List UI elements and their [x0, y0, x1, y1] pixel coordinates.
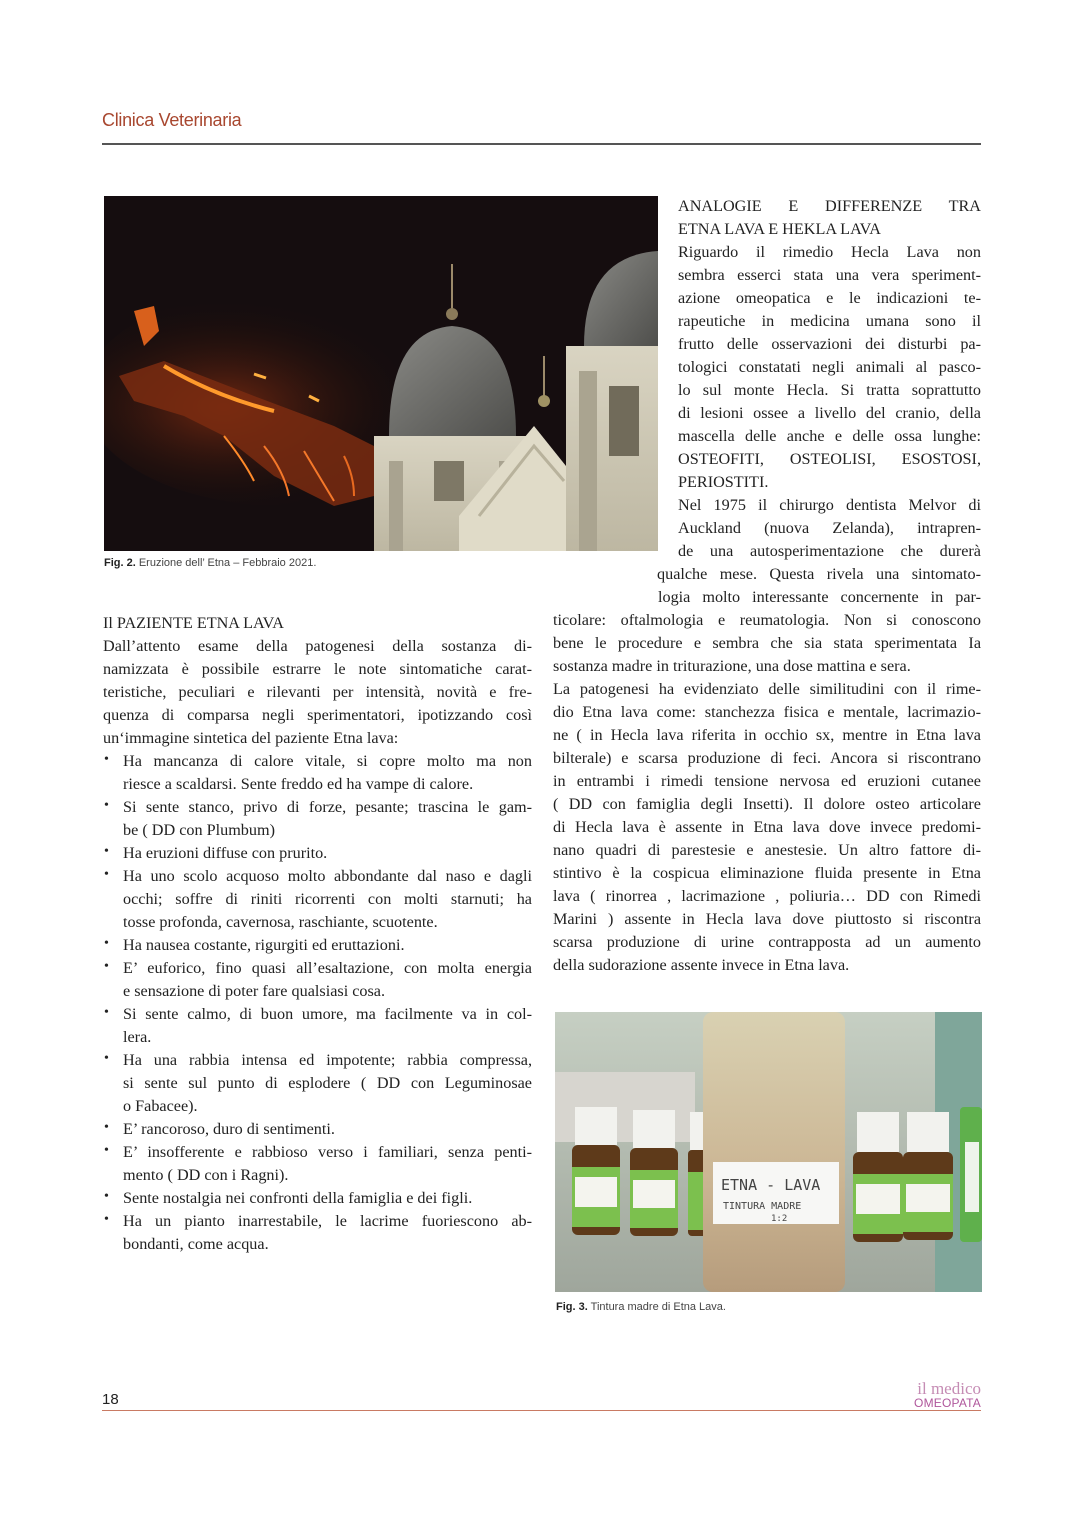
text-line: ( DD con famiglia degli Insetti). Il dolore osteo articolare — [553, 795, 981, 813]
text-line: logia molto interessante concernente in par- — [658, 588, 981, 606]
text-line: Ha eruzioni diffuse con prurito. — [123, 844, 328, 862]
text-line: frutto delle osservazioni dei disturbi pa- — [678, 335, 981, 353]
bullet-icon: • — [104, 1120, 109, 1135]
bullet-icon: • — [104, 959, 109, 974]
text-line: in entrambi i rimedi tensione nervosa ed eruzioni cutanee — [553, 772, 981, 790]
text-line: OSTEOFITI, OSTEOLISI, ESOSTOSI, — [678, 450, 981, 468]
text-line: ticolare: oftalmologia e reumatologia. Non si conoscono — [553, 611, 981, 629]
text-line: un‘immagine sintetica del paziente Etna lava: — [103, 729, 399, 747]
section-title: Clinica Veterinaria — [102, 110, 242, 130]
text-line: mento ( DD con i Ragni). — [123, 1166, 289, 1184]
text-line: lo sul monte Hecla. Si tratta soprattutto — [678, 381, 981, 399]
text-line: scarsa produzione di urine contrapposta ad un aumento — [553, 933, 981, 951]
etna-eruption-image — [104, 196, 658, 551]
bottle-label-etna-lava: ETNA - LAVA — [721, 1176, 821, 1194]
text-line: mascella delle anche e delle ossa lunghe: — [678, 427, 981, 445]
text-line: tosse profonda, cavernosa, raschiante, scuotente. — [123, 913, 438, 931]
bullet-icon: • — [104, 798, 109, 813]
text-line: sostanza madre in triturazione, una dose mattina e sera. — [553, 657, 911, 675]
text-line: lava ( rinorrea , lacrimazione , poliuria… DD con Rimedi — [553, 887, 981, 905]
text-line: teristiche, peculiari e rilevanti per intensità, novità e fre- — [103, 683, 532, 701]
text-line: Ha nausea costante, rigurgiti ed eruttazioni. — [123, 936, 405, 954]
text-line: ne ( in Hecla lava riferita in occhio sx, mentre in Etna lava — [553, 726, 981, 744]
text-line: di Hecla lava è assente in Etna lava dove invece predomi- — [553, 818, 981, 836]
text-line: Sente nostalgia nei confronti della famiglia e dei figli. — [123, 1189, 473, 1207]
text-line: qualche mese. Questa rivela una sintomato- — [657, 565, 981, 583]
text-line: Si sente calmo, di buon umore, ma facilmente va in col- — [123, 1005, 532, 1023]
text-line: nano quadri di parestesie e anestesie. Un altro fattore di- — [553, 841, 981, 859]
text-line: Ha una rabbia intensa ed impotente; rabbia compressa, — [123, 1051, 532, 1069]
tintura-madre-image — [555, 1012, 982, 1292]
bullet-icon: • — [104, 752, 109, 767]
text-line: o Fabacee). — [123, 1097, 198, 1115]
text-line: stintivo è la cospicua eliminazione fluida presente in Etna — [553, 864, 981, 882]
text-line: E’ euforico, fino quasi all’esaltazione, con molta energia — [123, 959, 532, 977]
text-line: occhi; soffre di riniti ricorrenti con molti starnuti; ha — [123, 890, 532, 908]
text-line: Auckland (nuova Zelanda), intrapren- — [678, 519, 981, 537]
bullet-icon: • — [104, 1143, 109, 1158]
text-line: namizzata è possibile estrarre le note sintomatiche carat- — [103, 660, 532, 678]
page-number: 18 — [102, 1391, 119, 1408]
text-line: bene le procedure e sembra che sia stata sperimentata Ia — [553, 634, 981, 652]
footer-rule — [102, 1410, 981, 1411]
text-line: PERIOSTITI. — [678, 473, 769, 491]
section-heading-paziente: Il PAZIENTE ETNA LAVA — [103, 614, 284, 632]
bullet-icon: • — [104, 1005, 109, 1020]
figure-2-caption — [104, 557, 316, 569]
text-line: bondanti, come acqua. — [123, 1235, 269, 1253]
text-line: bilterale) e scarsa produzione di feci. Ancora si riscontrano — [553, 749, 981, 767]
text-line: rapeutiche in medicina umana sono il — [678, 312, 981, 330]
text-line: si sente sul punto di esplodere ( DD con Leguminosae — [123, 1074, 532, 1092]
text-line: Nel 1975 il chirurgo dentista Melvor di — [678, 496, 981, 514]
text-line: sembra esserci stata una vera speriment- — [678, 266, 981, 284]
text-line: Dall’attento esame della patogenesi della sostanza di- — [103, 637, 532, 655]
bullet-icon: • — [104, 1189, 109, 1204]
figure-2-label: Fig. 2. — [104, 557, 136, 569]
text-line: de una autosperimentazione che durerà — [678, 542, 981, 560]
text-line: dio Etna lava come: stanchezza fisica e mentale, lacrimazio- — [553, 703, 981, 721]
bullet-icon: • — [104, 867, 109, 882]
header-rule — [102, 143, 981, 145]
figure-2-caption-text: Eruzione dell’ Etna – Febbraio 2021. — [135, 557, 317, 569]
text-line: e sensazione di poter fare qualsiasi cosa. — [123, 982, 386, 1000]
figure-3-caption — [556, 1301, 726, 1313]
text-line: Ha uno scolo acquoso molto abbondante dal naso e dagli — [123, 867, 532, 885]
bullet-icon: • — [104, 936, 109, 951]
text-line: be ( DD con Plumbum) — [123, 821, 275, 839]
bottle-label-ratio: 1:2 — [771, 1214, 788, 1224]
text-line: di lesioni ossee a livello del cranio, della — [678, 404, 981, 422]
text-line: La patogenesi ha evidenziato delle similitudini con il rime- — [553, 680, 981, 698]
text-line: Si sente stanco, privo di forze, pesante; trascina le gam- — [123, 798, 532, 816]
text-line: E’ insofferente e rabbioso verso i familiari, senza penti- — [123, 1143, 532, 1161]
text-line: Ha mancanza di calore vitale, si copre molto ma non — [123, 752, 532, 770]
publication-logo-line1: il medico — [917, 1379, 981, 1398]
text-line: Ha un pianto inarrestabile, le lacrime fuoriescono ab- — [123, 1212, 532, 1230]
text-line: Riguardo il rimedio Hecla Lava non — [678, 243, 981, 261]
figure-3-caption-text: Tintura madre di Etna Lava. — [587, 1301, 726, 1313]
bullet-icon: • — [104, 1051, 109, 1066]
heading-line: ANALOGIE E DIFFERENZE TRA — [678, 197, 981, 215]
text-line: della sudorazione assente invece in Etna lava. — [553, 956, 850, 974]
publication-logo-line2: OMEOPATA — [914, 1396, 981, 1410]
figure-tintura-madre — [555, 1012, 982, 1292]
text-line: azione omeopatica e le indicazioni te- — [678, 289, 981, 307]
bottle-label-tintura: TINTURA MADRE — [723, 1201, 802, 1212]
text-line: quenza di comparsa negli sperimentatori, ipotizzando così — [103, 706, 532, 724]
bullet-icon: • — [104, 1212, 109, 1227]
text-line: tologici constatati negli animali al pasco- — [678, 358, 981, 376]
bullet-icon: • — [104, 844, 109, 859]
heading-line: ETNA LAVA E HEKLA LAVA — [678, 220, 881, 238]
figure-3-label: Fig. 3. — [556, 1301, 588, 1313]
text-line: Marini ) assente in Hecla lava dove piuttosto si riscontra — [553, 910, 981, 928]
text-line: lera. — [123, 1028, 152, 1046]
text-line: E’ rancoroso, duro di sentimenti. — [123, 1120, 335, 1138]
text-line: riesce a scaldarsi. Sente freddo ed ha vampe di calore. — [123, 775, 474, 793]
figure-etna-eruption — [104, 196, 658, 551]
